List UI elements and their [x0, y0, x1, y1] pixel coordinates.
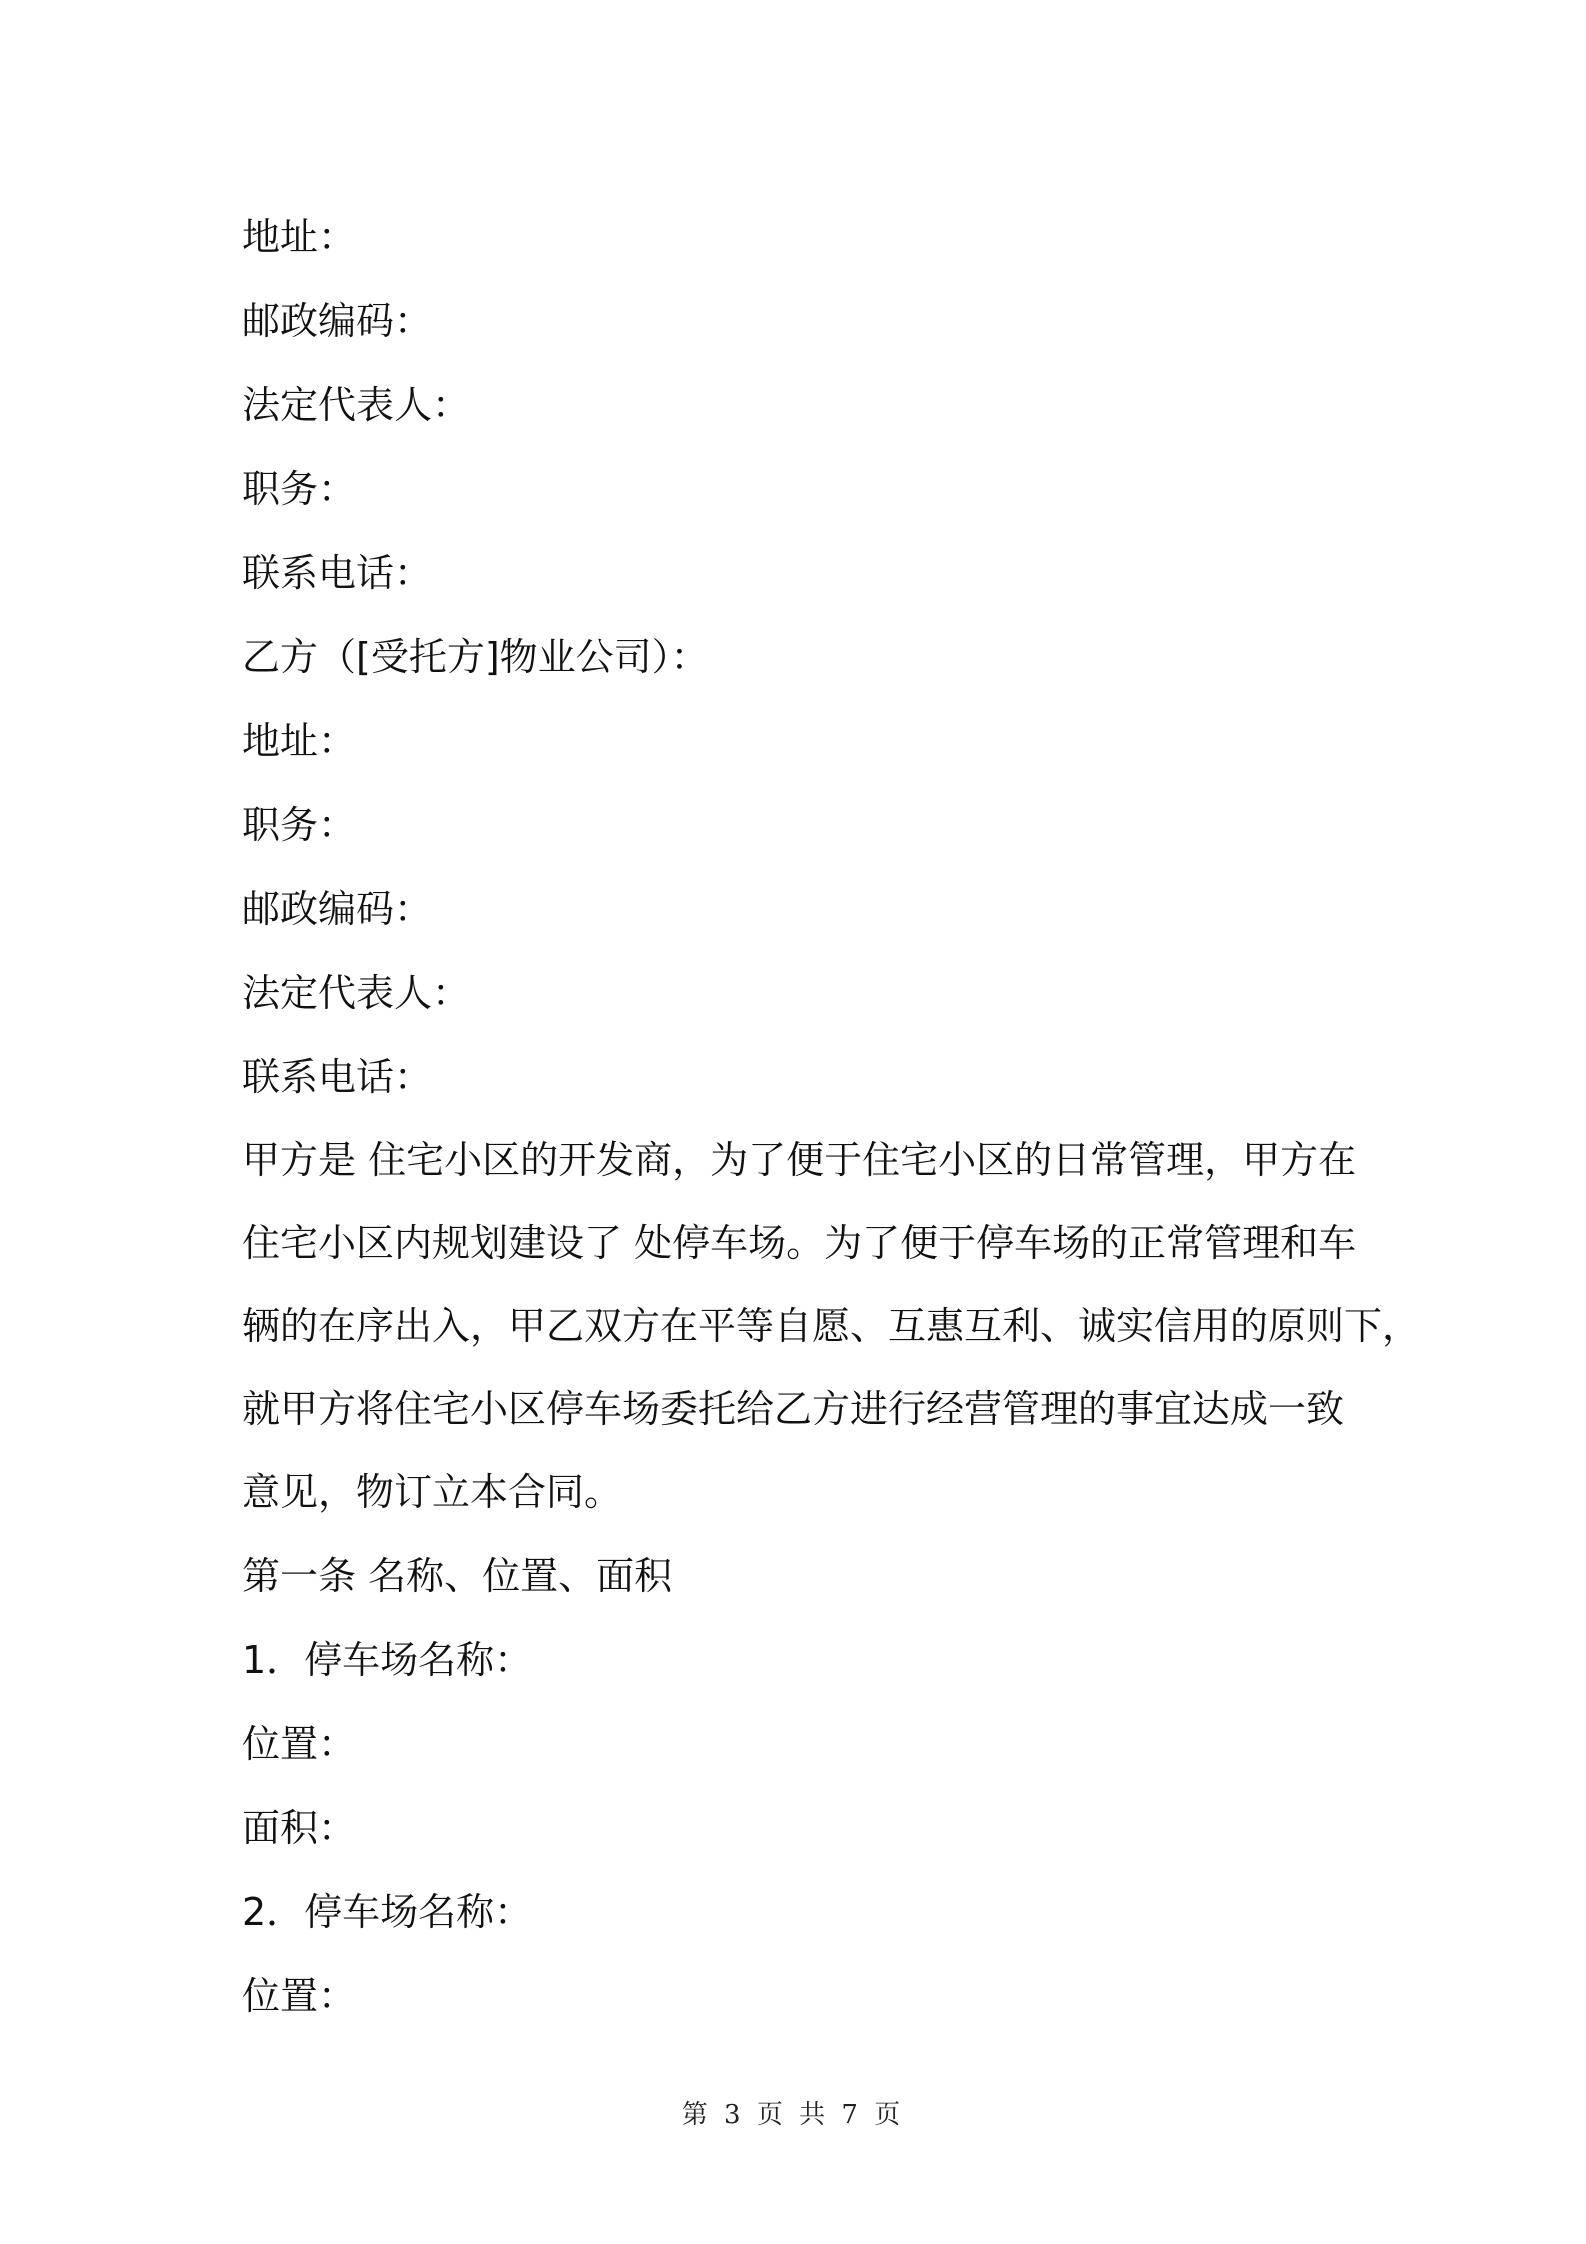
party-b-title: 乙方（[受托方]物业公司）： [242, 635, 709, 679]
party-b-legal-rep: 法定代表人： [242, 971, 471, 1015]
parking-lot-1-location: 位置： [242, 1722, 357, 1766]
article-1-title: 第一条 名称、位置、面积 [242, 1554, 673, 1598]
intro-paragraph [242, 1119, 1421, 1534]
parking-lot-2-location: 位置： [242, 1974, 357, 2018]
intro-line: 甲方是 住宅小区的开发商，为了便于住宅小区的日常管理，甲方在 [242, 1138, 1357, 1182]
party-a-position: 职务： [242, 467, 357, 511]
party-b-position: 职务： [242, 803, 357, 847]
party-a-address: 地址： [242, 215, 357, 259]
intro-line: 住宅小区内规划建设了 处停车场。为了便于停车场的正常管理和车 [242, 1221, 1357, 1265]
intro-line: 辆的在序出入，甲乙双方在平等自愿、互惠互利、诚实信用的原则下， [242, 1304, 1421, 1348]
parking-lot-2-name: 2．停车场名称： [242, 1890, 533, 1934]
party-b-postcode: 邮政编码： [242, 887, 433, 931]
page-number-footer: 第 3 页 共 7 页 [681, 2100, 905, 2130]
document-body [242, 195, 1421, 2038]
parking-lot-1-area: 面积： [242, 1806, 357, 1850]
intro-line: 就甲方将住宅小区停车场委托给乙方进行经营管理的事宜达成一致 [242, 1387, 1345, 1431]
intro-line: 意见，物订立本合同。 [242, 1470, 623, 1514]
party-a-legal-rep: 法定代表人： [242, 383, 471, 427]
party-b-address: 地址： [242, 719, 357, 763]
parking-lot-1-name: 1．停车场名称： [242, 1638, 533, 1682]
party-a-phone: 联系电话： [242, 551, 433, 595]
party-b-phone: 联系电话： [242, 1055, 433, 1099]
party-a-postcode: 邮政编码： [242, 299, 433, 343]
